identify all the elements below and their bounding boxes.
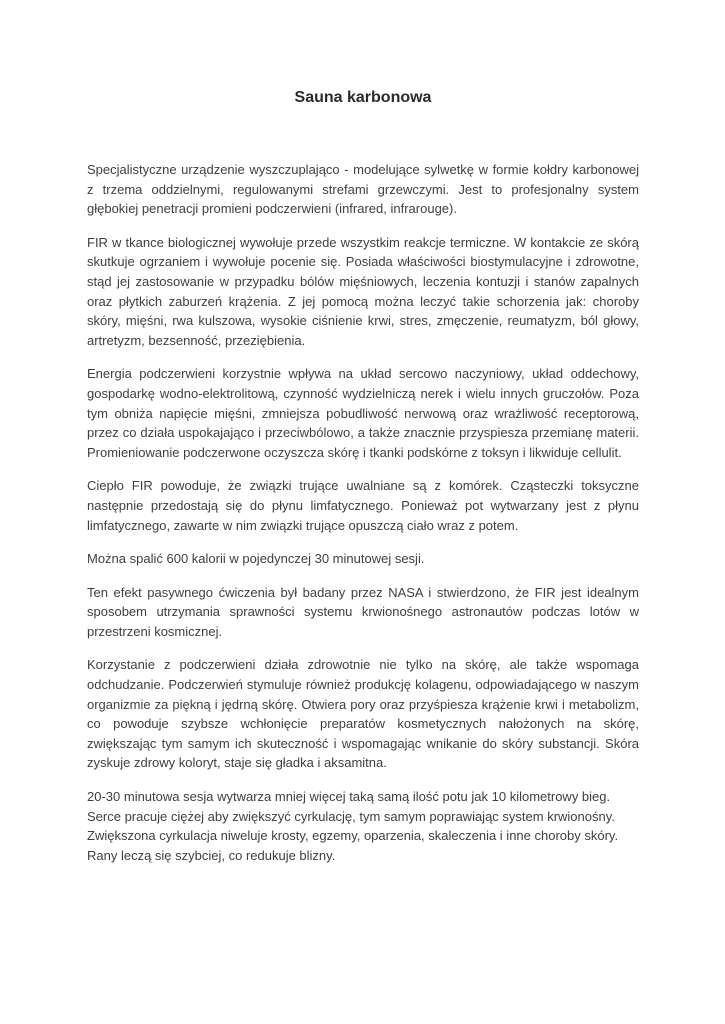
- document-page: [87, 0, 639, 879]
- paragraph-infrared-energy: Energia podczerwieni korzystnie wpływa na układ sercowo naczyniowy, układ oddechowy, gospodarkę wodno-elektrolitową, czynność wydzielniczą nerek i wielu innych gruczołów. Poza tym obniża napięcie mięśni, zmniejsza pobudliwość nerwową oraz wrażliwość receptorową, przez co działa uspokajająco i przeciwbólowo, a także znacznie przyspiesza przemianę materii. Promieniowanie podczerwone oczyszcza skórę i tkanki podskórne z toksyn i likwiduje cellulit.: [87, 366, 639, 460]
- paragraph-toxins: Ciepło FIR powoduje, że związki trujące uwalniane są z komórek. Cząsteczki toksyczne następnie przedostają się do płynu limfatycznego. Ponieważ pot wytwarzany jest z płynu limfatycznego, zawarte w nim związki trujące opuszczą ciało wraz z potem.: [87, 478, 639, 533]
- document-title: Sauna karbonowa: [294, 89, 432, 106]
- paragraph-fir-effects: FIR w tkance biologicznej wywołuje przede wszystkim reakcje termiczne. W kontakcie ze skórą skutkuje ogrzaniem i wywołuje pocenie się. Posiada właściwości biostymulacyjne i zdrowotne, stąd jej zastosowanie w przypadku bólów mięśniowych, leczenia kontuzji i stanów zapalnych oraz płytkich zaburzeń krążenia. Z jej pomocą można leczyć takie schorzenia jak: choroby skóry, mięśni, rwa kulszowa, wysokie ciśnienie krwi, stres, zmęczenie, reumatyzm, ból głowy, artretyzm, bezsenność, przeziębienia.: [87, 234, 639, 348]
- paragraph-calories: Można spalić 600 kalorii w pojedynczej 30 minutowej sesji.: [87, 551, 425, 567]
- paragraph-skin-benefits: Korzystanie z podczerwieni działa zdrowotnie nie tylko na skórę, ale także wspomaga odchudzanie. Podczerwień stymuluje również produkcję kolagenu, odpowiadającego w naszym organizmie za piękną i jędrną skórę. Otwiera pory oraz przyśpiesza krążenie krwi i metabolizm, co powoduje szybsze wchłonięcie preparatów kosmetycznych nałożonych na skórę, zwiększając tym samym ich skuteczność i wspomagając wnikanie do skóry substancji. Skóra zyskuje zdrowy koloryt, staje się gładka i aksamitna.: [87, 657, 639, 771]
- document-body: [87, 160, 639, 865]
- paragraph-nasa: Ten efekt pasywnego ćwiczenia był badany przez NASA i stwierdzono, że FIR jest idealnym sposobem utrzymania sprawności systemu krwionośnego astronautów podczas lotów w przestrzeni kosmicznej.: [87, 584, 639, 639]
- paragraph-intro: Specjalistyczne urządzenie wyszczuplająco - modelujące sylwetkę w formie kołdry karbonowej z trzema oddzielnymi, regulowanymi strefami grzewczymi. Jest to profesjonalny system głębokiej penetracji promieni podczerwieni (infrared, infrarouge).: [87, 162, 639, 217]
- paragraph-session-sweat: 20-30 minutowa sesja wytwarza mniej więcej taką samą ilość potu jak 10 kilometrowy bieg. Serce pracuje ciężej aby zwiększyć cyrkulację, tym samym poprawiając system krwionośny. Zwiększona cyrkulacja niweluje krosty, egzemy, oparzenia, skaleczenia i inne choroby skóry. Rany leczą się szybciej, co redukuje blizny.: [87, 789, 619, 863]
